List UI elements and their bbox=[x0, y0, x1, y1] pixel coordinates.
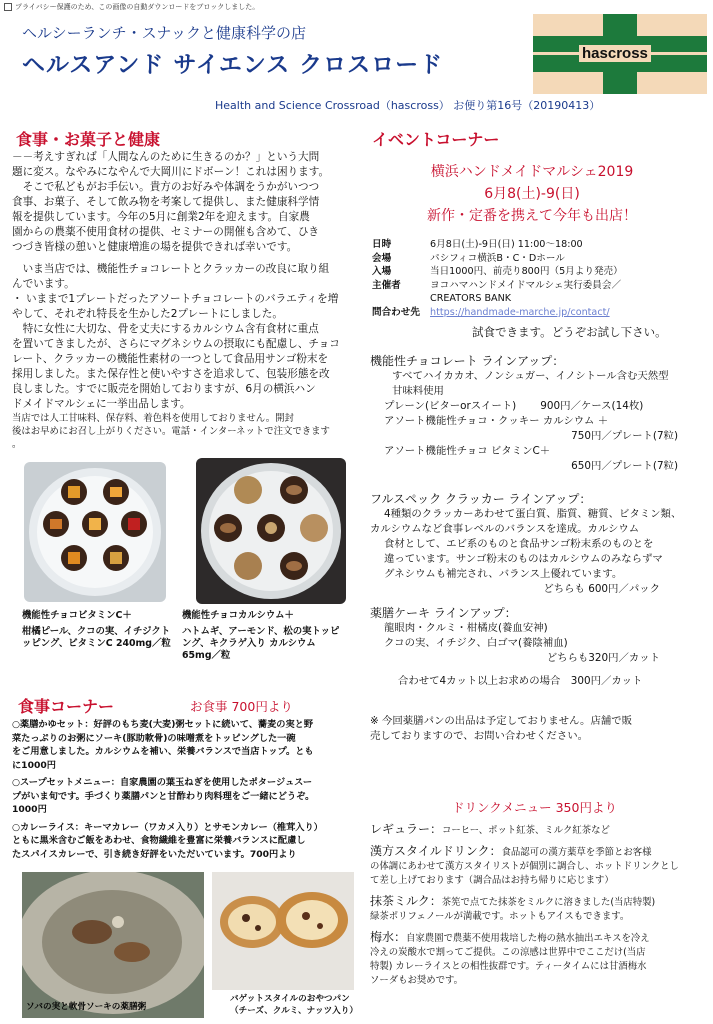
notice-text: 当店では人工甘味料、保存料、着色料を使用しておりません。開封 後はお早めにお召し上がりください。電話・インターネットで注文できます 。 bbox=[12, 413, 330, 450]
hascross-logo bbox=[533, 14, 707, 94]
choco-vitamin-photo bbox=[24, 462, 166, 602]
blocked-image-icon bbox=[4, 3, 12, 11]
food-health-heading: 食事・お菓子と健康 bbox=[16, 130, 161, 149]
tasting-note: 試食できます。どうぞお試し下さい。 bbox=[472, 325, 667, 339]
porridge-bowl-image bbox=[22, 872, 204, 1018]
choco-vitamin-caption: 機能性チョコビタミンC＋ 柑橘ピール、クコの実、イチジクト ッピング、ビタミンC 240mg／粒 bbox=[22, 610, 171, 649]
choco-calcium-caption: 機能性チョコカルシウム＋ ハトムギ、アーモンド、松の実トッピ ング、キクラゲ入り カルシウム 65mg／粒 bbox=[182, 610, 340, 661]
drink-list bbox=[370, 822, 700, 988]
logo-text: hascross bbox=[579, 45, 651, 62]
detail-row: 入場 当日1000円、前売り800円（5月より発売） bbox=[372, 266, 623, 278]
intro-text: －－考えすぎれば「人間なんのために生きるのか？」という大問 題に変ス。なやみになやんで大岡川にドボーン！これは困ります。 そこで私どもがお手伝い。貴方のお好みや体調をうかがいつつ 食事、お菓子、そして飲み物を考案して提供し、また健康科学情 報を提供しています。今年の5月に創業2年を迎えます。自家農 園からの農薬不使用食材の提供、セミナーの開催も含めて、ひき つづき皆様の憩いと健康増進の場を提供できれば幸いです。 bbox=[12, 151, 330, 253]
meal-item: ○カレーライス：キーマカレー（ワカメ入り）とサモンカレー（椎茸入り） ともに黒米含むご飯をあわせ、食物繊維を豊富に栄養バランスに配慮し たスパイスカレーで、引き続き好評をいただいています。700円より bbox=[12, 821, 323, 860]
detail-row: CREATORS BANK bbox=[430, 293, 512, 305]
drink-item: 梅水：自家農園で農薬不使用栽培した梅の熱水抽出エキスを冷え 冷えの炭酸水で割ってご提供。この涼感は世界中でここだけ(当店 特製) カレーライスとの相性抜群です。ティータイムには甘酒梅水 ソーダもお奨めです。 bbox=[370, 930, 650, 986]
event-corner-heading: イベントコーナー bbox=[372, 130, 500, 149]
bulk-price: 合わせて4カット以上お求めの場合 300円／カット bbox=[398, 675, 643, 687]
baguette-bread-image bbox=[212, 872, 354, 990]
bread-caption: バゲットスタイルのおやつパン （チーズ、クルミ、ナッツ入り） bbox=[230, 994, 358, 1016]
cake-lineup: 薬膳ケーキ ラインアップ： 龍眼肉・クルミ・柑橘皮(養血安神) クコの実、イチジク、白ゴマ(養陰補血) どちらも320円／カット 合わせて4カット以上お求めの場合 300円／カット bbox=[370, 606, 700, 689]
contact-link[interactable]: https://handmade-marche.jp/contact/ bbox=[430, 306, 610, 318]
chocolate-lineup: 機能性チョコレート ラインアップ： すべてハイカカオ、ノンシュガー、イノシトール含む天然型 甘味料使用 プレーン(ビターorスイート) 900円／ケース(14枚) アソート機能性チョコ・クッキー カルシウム ＋ 750円／プレート(7粒) アソート機能性チョコ ビタミンC＋ 650円／プレート(7粒) bbox=[370, 354, 678, 472]
meal-items bbox=[12, 718, 354, 861]
detail-row: 主催者 ヨコハマハンドメイドマルシェ実行委員会／ bbox=[372, 279, 622, 291]
meal-item: ○薬膳かゆセット：好評のもち麦(大麦)粥セットに続いて、蕎麦の実と野 菜たっぷりのお粥にソーキ(豚助軟骨)の味噌煮をトッピングした一碗 をご用意しました。カルシウムを補い、栄養バランスで当店トップ。とも に1000円 bbox=[12, 719, 314, 771]
event-dates: 6月8(土)-9(日) bbox=[484, 186, 580, 202]
update-text: いま当店では、機能性チョコレートとクラッカーの改良に取り組 んでいます。 ・ いままで1プレートだったアソートチョコレートのバラエティを増 やして、それぞれ特長を生かした2プレートにしました。 特に女性に大切な、骨を丈夫にするカルシウム含有食材に重点 を置いてきましたが、さらにマグネシウムの摂取にも配慮し、チョコ レート、クラッカーの機能性素材の一つとして食品用サンゴ粉末を 採用しました。また保存性と使いやすさを追求して、包装形態を改 良しました。すでに販売を開始しておりますが、6月の横浜ハン ドメイドマルシェに一挙出品します。 bbox=[12, 263, 340, 410]
meal-corner-heading: 食事コーナー bbox=[18, 697, 115, 716]
cracker-lineup: フルスペック クラッカー ラインアップ： 4種類のクラッカーあわせて蛋白質、脂質、糖質、ビタミン類、 カルシウムなど食事レベルのバランスを達成。カルシウム 食材として、エビ系のものと食品サンゴ粉末系のものとを 違っています。サンゴ粉末のものはカルシウムのみならずマ グネシウムも補完され、バランス上優れています。 どちらも 600円／パック bbox=[370, 492, 682, 595]
newsletter-issue: Health and Science Crossroad（hascross） お便り第16号（20190413） bbox=[215, 99, 601, 112]
porridge-caption: ソバの実と軟骨ソーキの薬膳粥 bbox=[26, 1002, 147, 1012]
detail-row: 日時 6月8日(土)-9日(日) 11:00～18:00 bbox=[372, 239, 583, 250]
drink-item: 漢方スタイルドリンク：食品認可の漢方薬草を季節とお客様 の体調にあわせて漢方スタイリストが個別に調合し、ホットドリンクとし て差し上げております（調合品はお持ち帰りに応じます） bbox=[370, 844, 679, 886]
detail-row: 問合わせ先 https://handmade-marche.jp/contact/ bbox=[372, 306, 610, 318]
chocolate-plate-image bbox=[196, 458, 346, 604]
meal-item: ○スープセットメニュー：自家農園の葉玉ねぎを使用したポタージュスー プがいま旬です。手づくり薬膳パンと甘酢わり肉料理をご一緒にどうぞ。 1000円 bbox=[12, 777, 315, 815]
bread-notice: ※ 今回薬膳パンの出品は予定しておりません。店舗で販 売しておりますので、お問い合わせください。 bbox=[370, 715, 633, 742]
drink-item: 抹茶ミルク：茶筅で点てた抹茶をミルクに溶きました(当店特製) 緑茶ポリフェノールが満載です。ホットもアイスもできます。 bbox=[370, 894, 656, 922]
bread-photo bbox=[212, 872, 358, 1018]
drink-menu-heading: ドリンクメニュー 350円より bbox=[452, 800, 617, 815]
event-details bbox=[372, 238, 623, 320]
shop-name: ヘルスアンド サイエンス クロスロード bbox=[22, 52, 444, 78]
event-title: 横浜ハンドメイドマルシェ2019 bbox=[430, 164, 634, 180]
chocolate-plate-image bbox=[24, 462, 166, 602]
shop-subtitle: ヘルシーランチ・スナックと健康科学の店 bbox=[22, 24, 307, 42]
meal-price: お食事 700円より bbox=[190, 699, 293, 714]
privacy-notice: プライバシー保護のため、この画像の自動ダウンロードをブロックしました。 bbox=[4, 2, 259, 12]
choco-calcium-photo bbox=[196, 458, 346, 604]
drink-item: レギュラー：コーヒー、ポット紅茶、ミルク紅茶など bbox=[370, 822, 610, 836]
event-tagline: 新作・定番を携えて今年も出店！ bbox=[427, 208, 637, 224]
detail-row: 会場 パシフィコ横浜B・C・Dホール bbox=[372, 252, 565, 264]
porridge-photo bbox=[22, 872, 204, 1018]
